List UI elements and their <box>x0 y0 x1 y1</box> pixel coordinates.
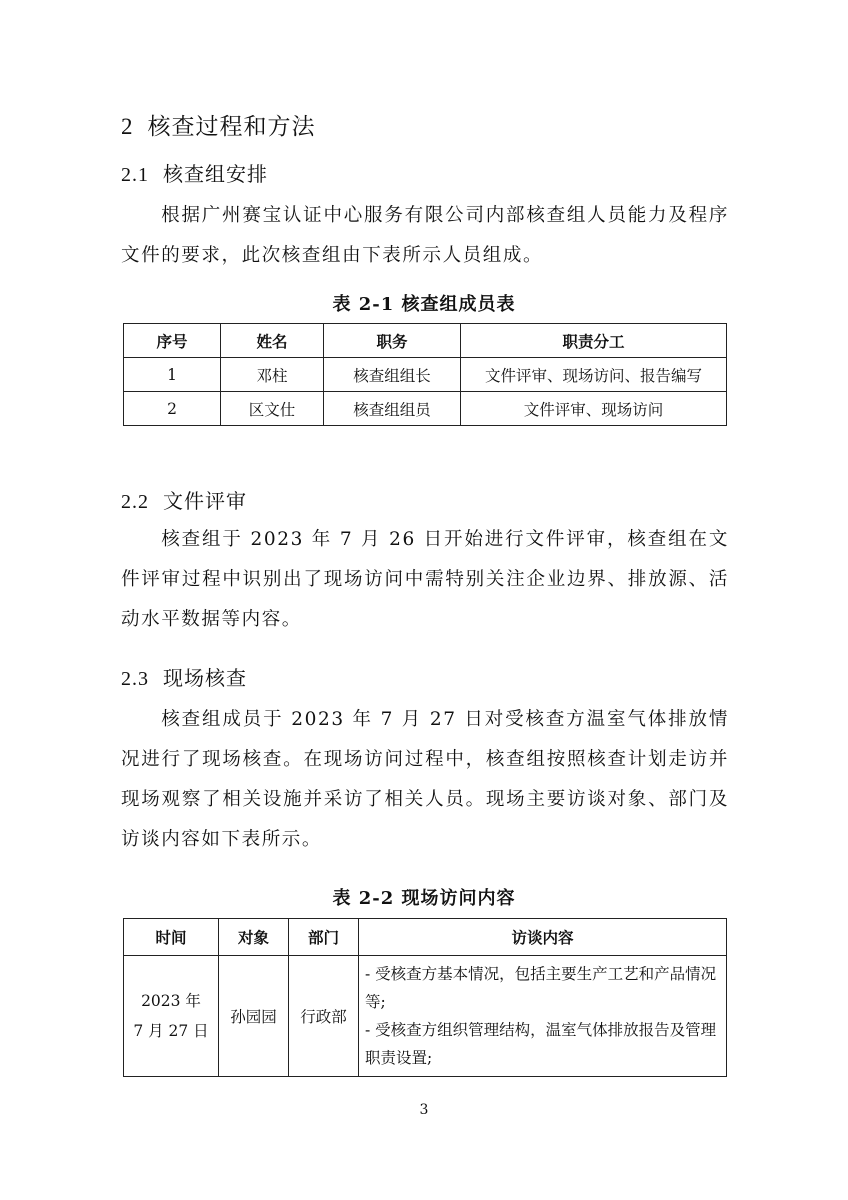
header-cell: 序号 <box>124 324 221 358</box>
header-cell: 职责分工 <box>461 324 727 358</box>
header-cell: 时间 <box>124 919 219 956</box>
table-cell: 核查组组长 <box>324 358 461 392</box>
paragraph-2-1 <box>121 196 729 276</box>
table-header-row <box>124 324 727 358</box>
table-cell: 邓柱 <box>221 358 324 392</box>
subsection-heading-2-1 <box>121 158 268 187</box>
page-number: 3 <box>419 1102 429 1118</box>
table-header-row <box>124 919 727 956</box>
table-cell: 2 <box>124 392 221 426</box>
table-cell: 区文仕 <box>221 392 324 426</box>
table-row <box>124 956 727 1077</box>
person-cell: 孙园园 <box>219 956 289 1077</box>
table-cell: 文件评审、现场访问、报告编写 <box>461 358 727 392</box>
team-members-table <box>123 323 727 426</box>
header-cell: 访谈内容 <box>359 919 727 956</box>
content-item: - 受核查方基本情况，包括主要生产工艺和产品情况等; <box>365 965 717 1011</box>
subsection-heading-2-3 <box>121 662 247 691</box>
paragraph-2-3 <box>121 700 729 860</box>
table-cell: 1 <box>124 358 221 392</box>
site-visit-table <box>123 918 727 1077</box>
dept-cell: 行政部 <box>289 956 359 1077</box>
section-title: 核查过程和方法 <box>147 114 316 140</box>
header-cell: 部门 <box>289 919 359 956</box>
paragraph-2-2 <box>121 520 729 640</box>
table-cell: 文件评审、现场访问 <box>461 392 727 426</box>
section-number: 2 <box>121 114 134 139</box>
table1-caption: 表 2-1 核查组成员表 <box>332 294 516 315</box>
content-cell <box>359 956 727 1077</box>
paragraph-text: 核查组于 2023 年 7 月 26 日开始进行文件评审，核查组在文件评审过程中识别出了现场访问中需特别关注企业边界、排放源、活动水平数据等内容。 <box>121 529 729 630</box>
table-row <box>124 392 727 426</box>
section-heading-2 <box>121 108 316 141</box>
header-cell: 职务 <box>324 324 461 358</box>
subsection-title: 文件评审 <box>163 489 247 513</box>
subsection-title: 现场核查 <box>163 666 247 690</box>
table2-caption: 表 2-2 现场访问内容 <box>332 888 516 909</box>
subsection-number: 2.1 <box>121 164 149 186</box>
header-cell: 对象 <box>219 919 289 956</box>
subsection-number: 2.2 <box>121 491 149 513</box>
header-cell: 姓名 <box>221 324 324 358</box>
subsection-number: 2.3 <box>121 668 149 690</box>
paragraph-text: 核查组成员于 2023 年 7 月 27 日对受核查方温室气体排放情况进行了现场核查。在现场访问过程中，核查组按照核查计划走访并现场观察了相关设施并采访了相关人员。现场主要访谈对象、部门及访谈内容如下表所示。 <box>121 709 729 850</box>
subsection-heading-2-2 <box>121 485 247 514</box>
time-line: 7 月 27 日 <box>133 1022 209 1040</box>
content-item: - 受核查方组织管理结构，温室气体排放报告及管理职责设置; <box>365 1021 717 1067</box>
paragraph-text: 根据广州赛宝认证中心服务有限公司内部核查组人员能力及程序文件的要求，此次核查组由下表所示人员组成。 <box>121 205 729 266</box>
table-cell: 核查组组员 <box>324 392 461 426</box>
subsection-title: 核查组安排 <box>163 162 268 186</box>
time-line: 2023 年 <box>141 992 201 1010</box>
time-cell <box>124 956 219 1077</box>
table-row <box>124 358 727 392</box>
